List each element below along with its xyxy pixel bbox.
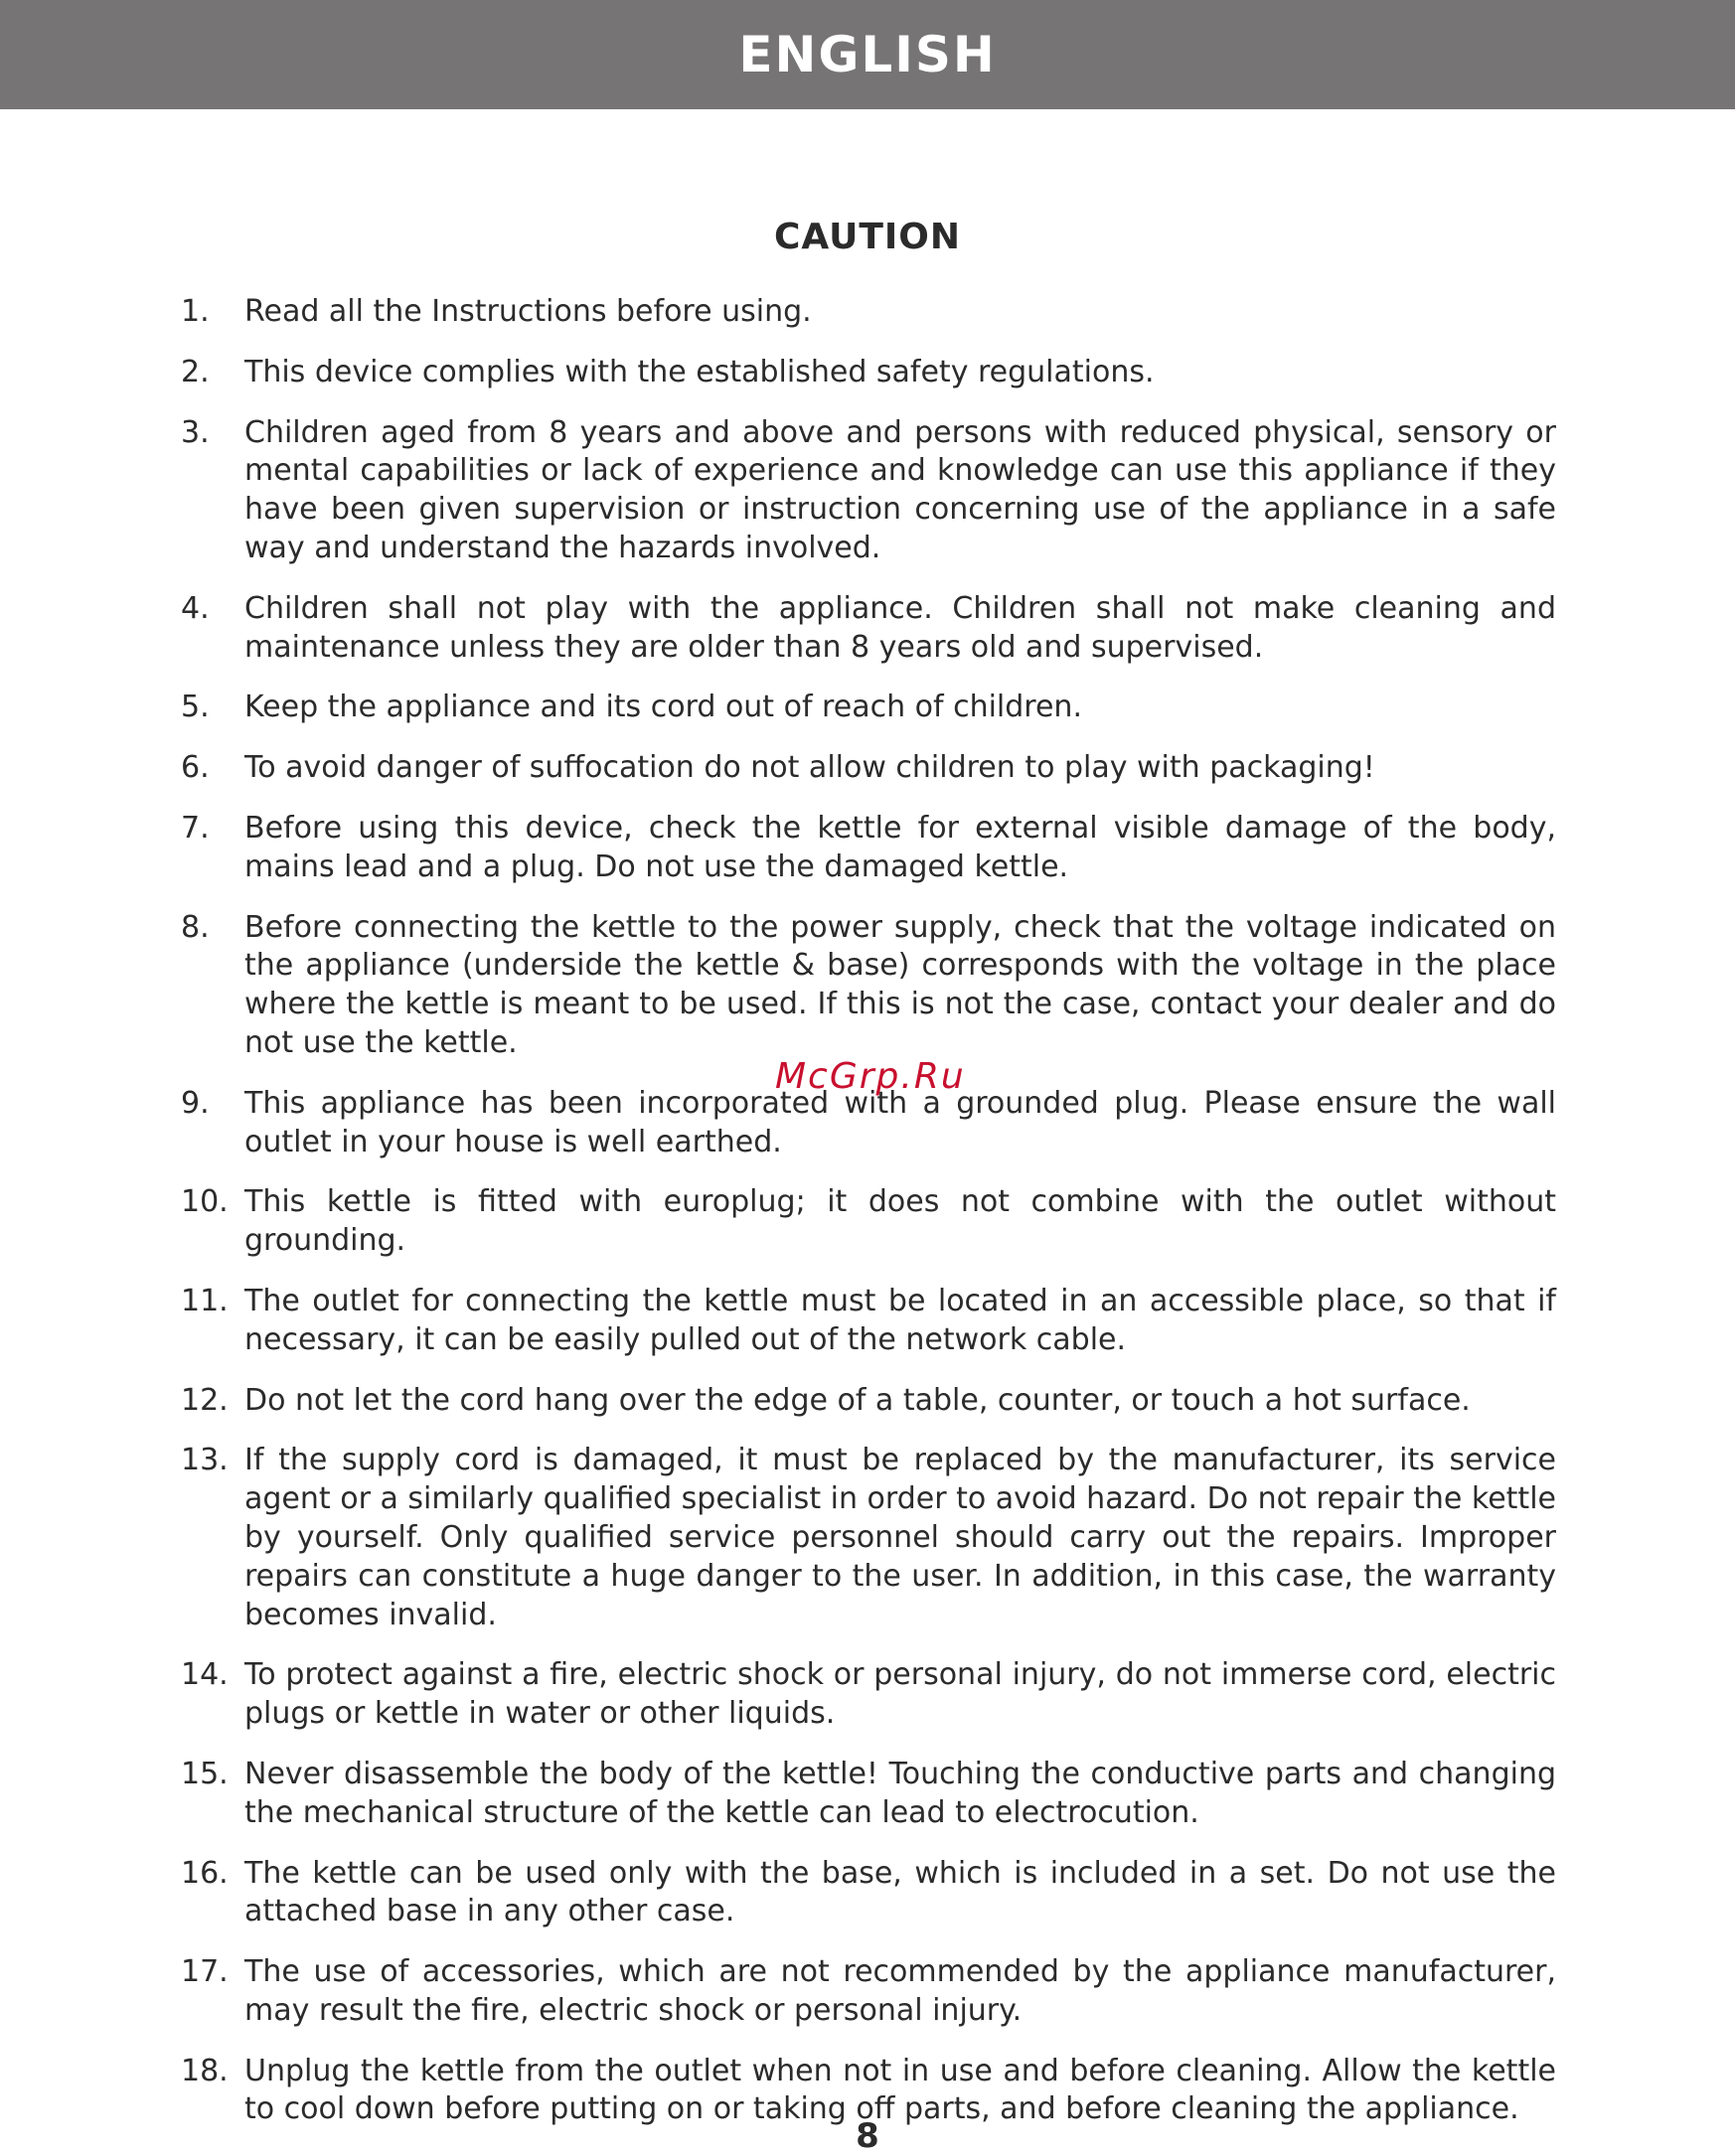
list-item [0,1953,1735,2031]
item-number: 18. [181,2053,229,2088]
item-text: Never disassemble the body of the kettle! Touching the conductive parts and changing the mechanical structure of the kettle can lead to electrocution. [244,1756,1556,1830]
item-text: Before using this device, check the kettle for external visible damage of the body, mains lead and a plug. Do not use the damaged kettle. [244,810,1556,884]
item-number: 3. [181,414,210,450]
item-text: The use of accessories, which are not recommended by the appliance manufacturer, may result the fire, electric shock or personal injury. [244,1954,1556,2028]
item-number: 12. [181,1382,229,1418]
item-text: This device complies with the established safety regulations. [244,354,1155,389]
item-number: 7. [181,810,210,846]
list-item [0,293,1735,332]
item-number: 9. [181,1085,210,1121]
item-number: 11. [181,1283,229,1318]
item-number: 17. [181,1954,229,1990]
item-number: 15. [181,1756,229,1791]
item-text: To protect against a fire, electric shock or personal injury, do not immerse cord, electric plugs or kettle in water or other liquids. [244,1657,1556,1732]
item-number: 10. [181,1184,229,1220]
list-item [0,1756,1735,1833]
list-item [0,414,1735,568]
item-text: Before connecting the kettle to the power supply, check that the voltage indicated on the appliance (underside the kettle & base) corresponds with the voltage in the place where the kettle is meant to be used. If this is not the case, contact your dealer and do not use the kettle. [244,909,1556,1060]
item-text: The kettle can be used only with the base, which is included in a set. Do not use the attached base in any other case. [244,1855,1556,1929]
list-item [0,1183,1735,1261]
header-title: ENGLISH [738,26,997,83]
list-item [0,909,1735,1063]
item-text: This appliance has been incorporated with a grounded plug. Please ensure the wall outlet in your house is well earthed. [244,1085,1556,1159]
item-text: Do not let the cord hang over the edge of a table, counter, or touch a hot surface. [244,1382,1471,1418]
item-text: If the supply cord is damaged, it must be replaced by the manufacturer, its service agent or a similarly qualified specialist in order to avoid hazard. Do not repair the kettle by yourself. Only qualified service personnel should carry out the repairs. Improper repairs can constitute a huge danger to the user. In addition, in this case, the warranty becomes invalid. [244,1443,1556,1632]
item-text: Children aged from 8 years and above and persons with reduced physical, sensory or mental capabilities or lack of experience and knowledge can use this appliance if they have been given supervision or instruction concerning use of the appliance in a safe way and understand the hazards involved. [244,414,1556,565]
item-text: To avoid danger of suffocation do not allow children to play with packaging! [244,750,1375,786]
list-item [0,1855,1735,1932]
item-text: Read all the Instructions before using. [244,294,812,329]
header-bar [0,0,1735,109]
list-item [0,1283,1735,1360]
item-number: 13. [181,1443,229,1478]
item-text: Children shall not play with the appliance. Children shall not make cleaning and maintenance unless they are older than 8 years old and supervised. [244,590,1556,665]
item-text: This kettle is fitted with europlug; it does not combine with the outlet without grounding. [244,1184,1556,1259]
item-number: 14. [181,1657,229,1693]
item-number: 1. [181,294,210,329]
section-title: CAUTION [773,217,962,257]
item-number: 5. [181,690,210,725]
item-text: Keep the appliance and its cord out of reach of children. [244,690,1082,725]
item-number: 4. [181,590,210,626]
item-number: 8. [181,909,210,945]
list-item [0,1382,1735,1421]
item-text: The outlet for connecting the kettle must be located in an accessible place, so that if necessary, it can be easily pulled out of the network cable. [244,1283,1556,1357]
page-number: 8 [856,2116,879,2156]
list-item [0,689,1735,727]
item-number: 2. [181,354,210,389]
list-item [0,1442,1735,1634]
item-number: 6. [181,750,210,786]
caution-list [0,293,1735,2151]
list-item [0,590,1735,668]
item-text: Unplug the kettle from the outlet when not in use and before cleaning. Allow the kettle to cool down before putting on or taking off parts, and before cleaning the appliance. [244,2053,1556,2127]
item-number: 16. [181,1855,229,1891]
list-item [0,1656,1735,1734]
list-item [0,749,1735,788]
list-item [0,354,1735,392]
list-item [0,810,1735,887]
watermark: McGrp.Ru [775,1056,966,1097]
